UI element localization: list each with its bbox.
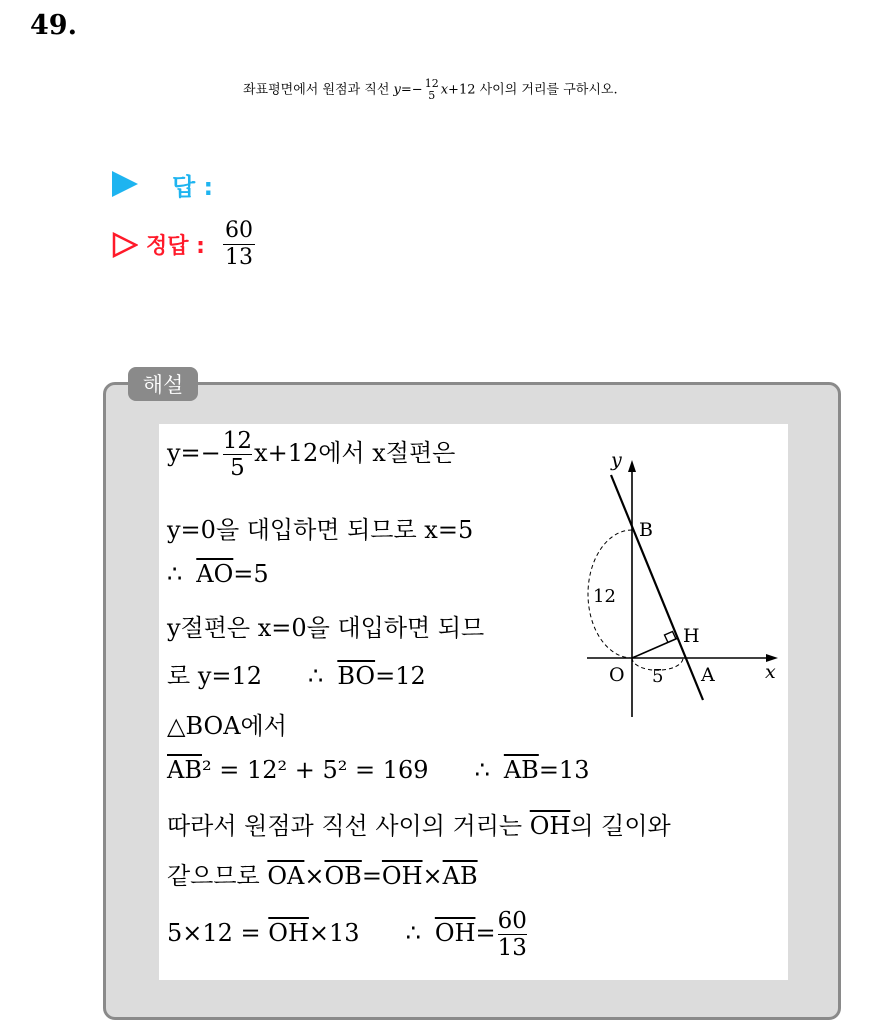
question-y: y [393,82,401,98]
l1-den: 5 [223,454,252,481]
l8-b: 의 길이와 [570,812,671,840]
explanation-line-6: △BOA에서 [167,712,287,740]
l1-num: 12 [222,428,253,454]
l8-a: 따라서 원점과 직선 사이의 거리는 [167,812,530,840]
outline-triangle-icon [112,232,138,258]
l9-x1: × [304,862,325,890]
l9-s3: $\overline{OH}$ [381,862,423,890]
point-o-label: O [609,664,625,686]
play-triangle-icon [112,171,138,197]
explanation-line-3 [167,560,269,588]
l1-fraction [223,428,252,481]
x-axis-label: x [765,661,776,683]
question-suffix: 사이의 거리를 구하시오. [475,82,618,98]
correct-answer-fraction [223,218,255,271]
l10-a: 5×12 = [167,919,269,947]
l10-eq: = [475,919,496,947]
l9-a: 같으므로 [167,862,268,890]
l9-x2: × [422,862,443,890]
l9-eq: = [361,862,382,890]
question-number: 49. [30,10,77,41]
l3-seg: $\overline{AO}$ [196,560,234,588]
l1-b: x+12에서 x절편은 [254,439,456,467]
coordinate-diagram [579,452,784,722]
l5-seg: $\overline{BO}$ [337,662,376,690]
l3-therefore: ∴ [167,560,183,588]
length-5-label: 5 [652,666,664,687]
l10-b: ×13 [308,919,360,947]
question-eq: =− [400,82,423,98]
l8-seg: $\overline{OH}$ [529,812,571,840]
question-fraction [425,78,439,102]
l1-a: y=− [167,439,221,467]
question-prefix: 좌표평면에서 원점과 직선 [243,82,394,98]
question-frac-num: 12 [424,77,439,90]
answer-label: 답 : [172,172,214,201]
l10-num: 60 [497,908,527,934]
explanation-line-10 [167,908,529,961]
l10-seg: $\overline{OH}$ [268,919,309,947]
explanation-content [159,424,788,980]
l9-s4: $\overline{AB}$ [442,862,478,890]
y-axis-label: y [611,452,622,471]
l10-fraction [498,908,527,961]
l5-rest: =12 [375,662,426,690]
correct-answer-label: 정답 : [146,234,205,259]
l7-seg: $\overline{AB}$ [167,756,202,784]
segment-oh [632,638,678,658]
l7-rest2: =13 [538,756,590,784]
l9-s1: $\overline{OA}$ [267,862,305,890]
point-b-label: B [639,519,653,541]
explanation-tab: 해설 [128,367,198,401]
explanation-line-5 [167,656,426,691]
l10-seg2: $\overline{OH}$ [434,919,476,947]
l7-therefore: ∴ [474,756,490,784]
question-rest: +12 [448,82,476,98]
point-h-label: H [683,625,700,647]
l5-therefore: ∴ [308,662,324,690]
point-a-label: A [701,664,715,686]
l10-therefore: ∴ [405,919,421,947]
explanation-line-9 [167,856,478,891]
question-frac-den: 5 [428,89,436,102]
l5-a: 로 y=12 [167,662,263,690]
explanation-line-8 [167,806,671,841]
question-x: x [440,82,449,98]
explanation-line-7 [167,756,589,784]
length-12-label: 12 [593,586,616,607]
l10-den: 13 [497,935,527,961]
explanation-line-2: y=0을 대입하면 되므로 x=5 [167,516,474,544]
answer-row [112,168,213,200]
l7-seg2: $\overline{AB}$ [503,756,539,784]
correct-denominator: 13 [224,245,253,270]
l9-s2: $\overline{OB}$ [324,862,362,890]
question-text [243,78,618,102]
correct-numerator: 60 [224,218,253,243]
y-axis-arrow [628,460,636,472]
explanation-line-4: y절편은 x=0을 대입하면 되므 [167,614,485,642]
l3-rest: =5 [233,560,269,588]
l7-rest: ² = 12² + 5² = 169 [201,756,429,784]
correct-answer-row [112,218,255,271]
explanation-line-1 [167,428,455,481]
